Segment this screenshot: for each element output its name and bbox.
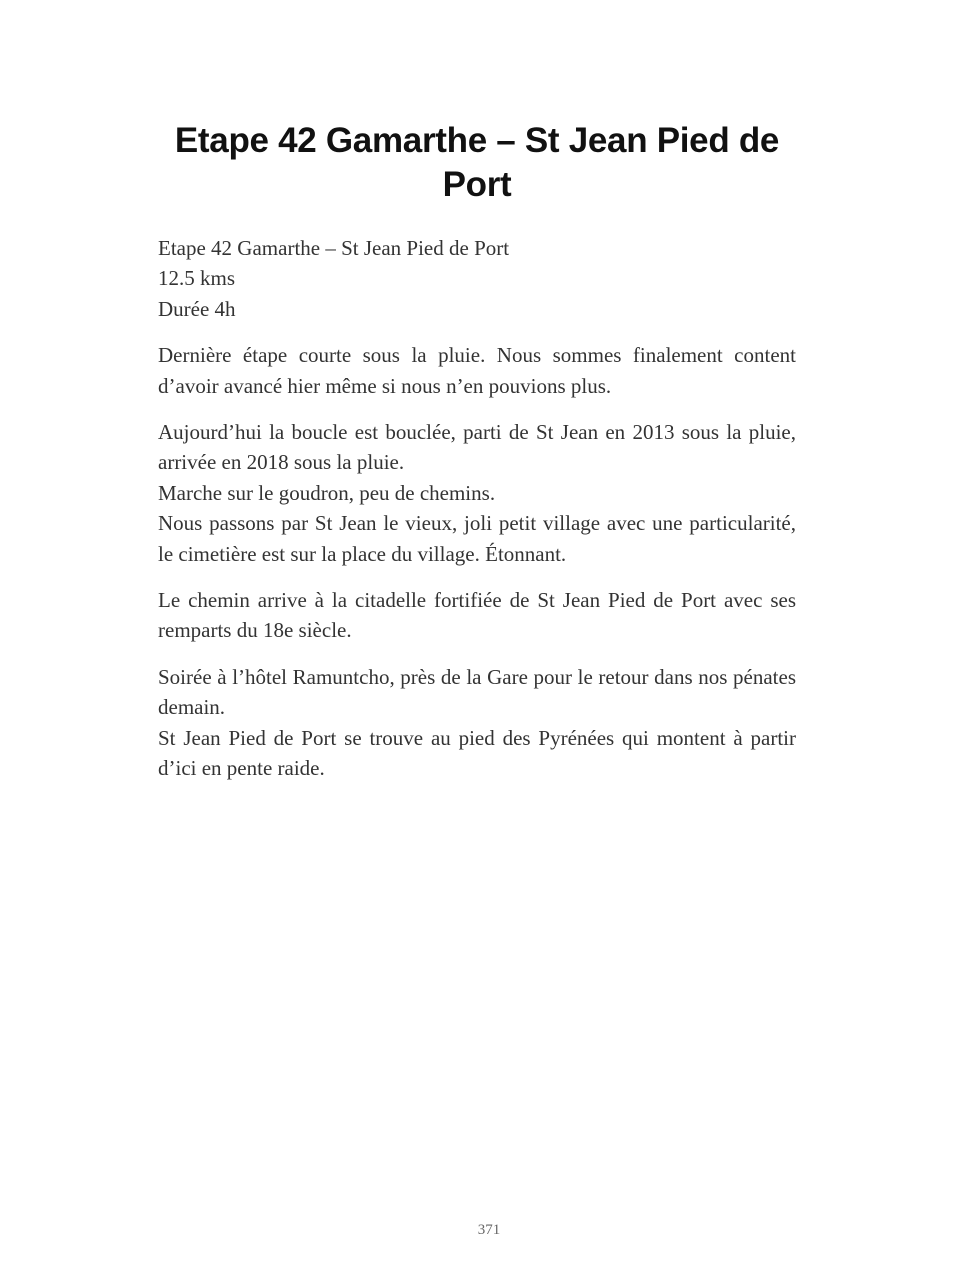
paragraph-line: Aujourd’hui la boucle est bouclée, parti de St Jean en 2013 sous la pluie, arrivée en 2018 sous la pluie. [158, 420, 796, 475]
paragraph-line: Le chemin arrive à la citadelle fortifiée de St Jean Pied de Port avec ses remparts du 18e siècle. [158, 588, 796, 643]
paragraph [158, 417, 796, 569]
paragraph-line: Dernière étape courte sous la pluie. Nous sommes finalement content d’avoir avancé hier même si nous n’en pouvions plus. [158, 343, 796, 398]
paragraph-line: St Jean Pied de Port se trouve au pied des Pyrénées qui montent à partir d’ici en pente raide. [158, 725, 796, 781]
stage-name: Etape 42 Gamarthe – St Jean Pied de Port [158, 236, 510, 260]
stage-distance: 12.5 kms [158, 266, 236, 291]
paragraph [158, 662, 796, 784]
paragraph [158, 340, 796, 401]
paragraph-line: Marche sur le goudron, peu de chemins. [158, 480, 496, 505]
page-number: 371 [477, 1222, 501, 1238]
paragraph-line: Soirée à l’hôtel Ramuntcho, près de la Gare pour le retour dans nos pénates demain. [158, 664, 796, 720]
page-title: Etape 42 Gamarthe – St Jean Pied de Port [174, 121, 780, 204]
paragraph [158, 585, 796, 646]
stage-summary [158, 233, 796, 324]
paragraph-line: Nous passons par St Jean le vieux, joli petit village avec une particularité, le cimetière est sur la place du village. Étonnant. [158, 511, 796, 566]
document-body [158, 233, 796, 800]
stage-duration: Durée 4h [158, 296, 236, 321]
